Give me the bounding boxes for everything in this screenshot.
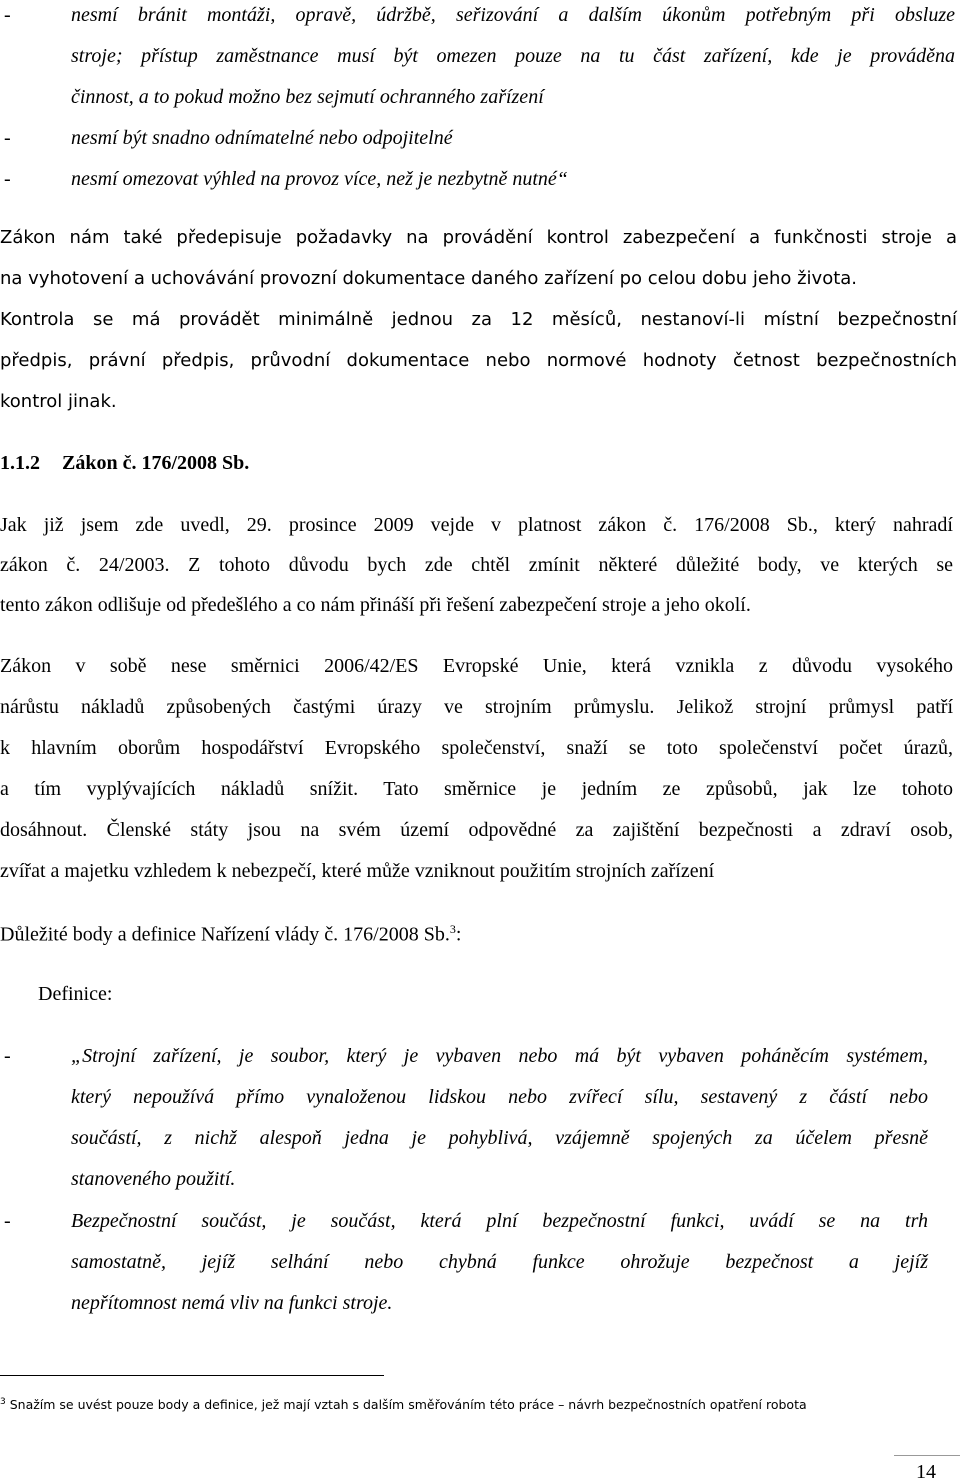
- definition-line: součástí, z nichž alespoň jedna je pohyblivá, vzájemně spojených za účelem přesně: [71, 1127, 928, 1149]
- footnote-rule: [0, 1375, 384, 1376]
- paragraph-line: dosáhnout. Členské státy jsou na svém území odpovědné za zajištění bezpečnosti a zdraví osob,: [0, 819, 953, 841]
- list-dash: -: [4, 1045, 11, 1067]
- definition-line: stanoveného použití.: [71, 1168, 236, 1190]
- paragraph-line: a tím vyplývajících nákladů snížit. Tato směrnice je jedním ze způsobů, jak lze tohoto: [0, 778, 953, 800]
- list-dash: -: [4, 127, 11, 149]
- list-item-line: stroje; přístup zaměstnance musí být omezen pouze na tu část zařízení, kde je prováděna: [71, 45, 955, 67]
- paragraph-line: na vyhotovení a uchovávání provozní dokumentace daného zařízení po celou dobu jeho života.: [0, 268, 858, 289]
- definitions-label: Definice:: [38, 983, 113, 1005]
- definition-line: který nepoužívá přímo vynaloženou lidskou nebo zvířecí sílu, sestavený z částí nebo: [71, 1086, 928, 1108]
- list-dash: -: [4, 4, 11, 26]
- important-points-line: [0, 923, 461, 945]
- list-dash: -: [4, 1210, 11, 1232]
- footnote-text: Snažím se uvést pouze body a definice, jež mají vztah s dalším směřováním této práce – návrh bezpečnostních opatření robota: [5, 1397, 807, 1413]
- paragraph-line: tento zákon odlišuje od předešlého a co nám přináší při řešení zabezpečení stroje a jeho okolí.: [0, 594, 751, 616]
- paragraph-line: Zákon nám také předepisuje požadavky na provádění kontrol zabezpečení a funkčnosti stroje a: [0, 227, 957, 248]
- footnote-number: 3: [0, 1397, 6, 1407]
- footnote-ref: 3: [449, 922, 456, 936]
- section-number: 1.1.2: [0, 452, 40, 474]
- section-title: Zákon č. 176/2008 Sb.: [62, 452, 250, 474]
- list-item-line: činnost, a to pokud možno bez sejmutí ochranného zařízení: [71, 86, 544, 108]
- list-dash: -: [4, 168, 11, 190]
- definition-line: „Strojní zařízení, je soubor, který je vybaven nebo má být vybaven poháněcím systémem,: [71, 1045, 928, 1067]
- definition-line: nepřítomnost nemá vliv na funkci stroje.: [71, 1292, 393, 1314]
- section-heading: [0, 453, 249, 473]
- definition-line: samostatně, jejíž selhání nebo chybná funkce ohrožuje bezpečnost a jejíž: [71, 1251, 928, 1273]
- important-points-tail: :: [455, 923, 462, 946]
- important-points-text: Důležité body a definice Nařízení vlády č. 176/2008 Sb.: [0, 923, 450, 946]
- list-item-line: nesmí omezovat výhled na provoz více, než je nezbytně nutné“: [71, 168, 568, 190]
- paragraph-line: předpis, právní předpis, průvodní dokumentace nebo normové hodnoty četnost bezpečnostních: [0, 350, 957, 371]
- paragraph-line: kontrol jinak.: [0, 391, 117, 412]
- page-number: 14: [916, 1461, 936, 1483]
- page-number-rule: [894, 1455, 960, 1456]
- paragraph-line: Kontrola se má provádět minimálně jednou za 12 měsíců, nestanoví-li místní bezpečnostní: [0, 309, 957, 330]
- paragraph-line: Jak již jsem zde uvedl, 29. prosince 2009 vejde v platnost zákon č. 176/2008 Sb., který nahradí: [0, 514, 953, 536]
- paragraph-line: zákon č. 24/2003. Z tohoto důvodu bych zde chtěl zmínit některé důležité body, ve kterých se: [0, 554, 953, 576]
- paragraph-line: zvířat a majetku vzhledem k nebezpečí, které může vzniknout použitím strojních zařízení: [0, 860, 715, 882]
- footnote: [0, 1398, 807, 1412]
- paragraph-line: nárůstu nákladů způsobených častými úrazy ve strojním průmyslu. Jelikož strojní průmysl patří: [0, 696, 953, 718]
- paragraph-line: k hlavním oborům hospodářství Evropského společenství, snaží se toto společenství počet úrazů,: [0, 737, 953, 759]
- paragraph-line: Zákon v sobě nese směrnici 2006/42/ES Evropské Unie, která vznikla z důvodu vysokého: [0, 655, 953, 677]
- list-item-line: nesmí být snadno odnímatelné nebo odpojitelné: [71, 127, 453, 149]
- definition-line: Bezpečnostní součást, je součást, která plní bezpečnostní funkci, uvádí se na trh: [71, 1210, 928, 1232]
- list-item-line: nesmí bránit montáži, opravě, údržbě, seřizování a dalším úkonům potřebným při obsluze: [71, 4, 955, 26]
